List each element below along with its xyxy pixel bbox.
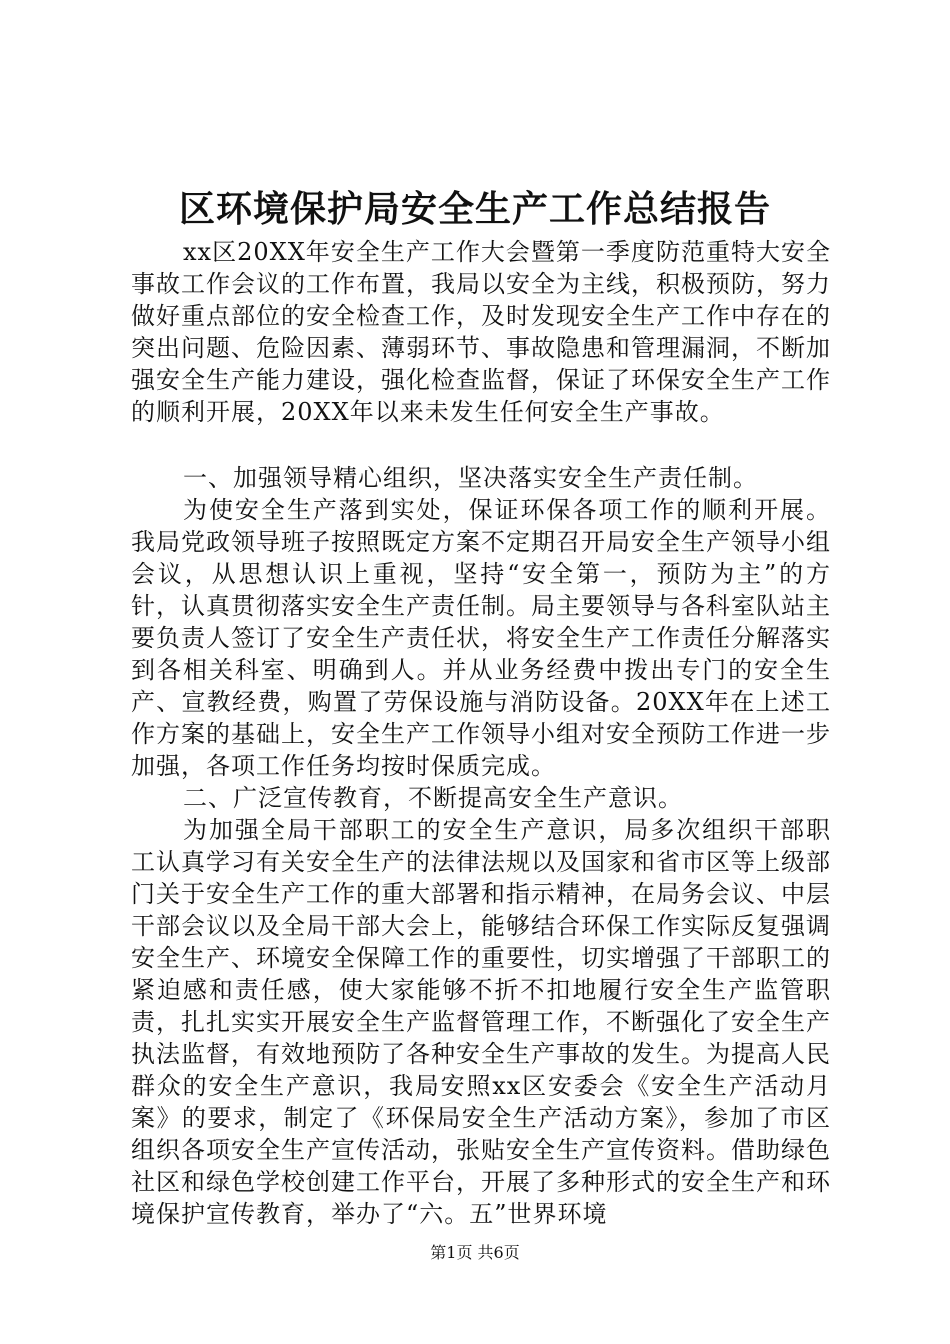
section-1-paragraph: 为使安全生产落到实处，保证环保各项工作的顺利开展。我局党政领导班子按照既定方案不定期召开局安全生产领导小组会议，从思想认识上重视，坚持“安全第一，预防为主”的方针，认真贯彻落实安全生产责任制。局主要领导与各科室队站主要负责人签订了安全生产责任状，将安全生产工作责任分解落实到各相关科室、明确到人。并从业务经费中拨出专门的安全生产、宣教经费，购置了劳保设施与消防设备。20XX年在上述工作方案的基础上，安全生产工作领导小组对安全预防工作进一步加强，各项工作任务均按时保质完成。 (131, 496, 831, 780)
page-footer: 第1页 共6页 (430, 1243, 520, 1262)
section-heading-2: 二、广泛宣传教育，不断提高安全生产意识。 (183, 784, 683, 812)
document-title: 区环境保护局安全生产工作总结报告 (178, 188, 771, 230)
section-2-paragraph: 为加强全局干部职工的安全生产意识，局多次组织干部职工认真学习有关安全生产的法律法规以及国家和省市区等上级部门关于安全生产工作的重大部署和指示精神，在局务会议、中层干部会议以及全局干部大会上，能够结合环保工作实际反复强调安全生产、环境安全保障工作的重要性，切实增强了干部职工的紧迫感和责任感，使大家能够不折不扣地履行安全生产监管职责，扎扎实实开展安全生产监督管理工作，不断强化了安全生产执法监督，有效地预防了各种安全生产事故的发生。为提高人民群众的安全生产意识，我局安照xx区安委会《安全生产活动月案》的要求，制定了《环保局安全生产活动方案》，参加了市区组织各项安全生产宣传活动，张贴安全生产宣传资料。借助绿色社区和绿色学校创建工作平台，开展了多种形式的安全生产和环境保护宣传教育，举办了“六。五”世界环境 (131, 816, 831, 1228)
document-body (131, 236, 831, 1230)
intro-paragraph: xx区20XX年安全生产工作大会暨第一季度防范重特大安全事故工作会议的工作布置，我局以安全为主线，积极预防，努力做好重点部位的安全检查工作，及时发现安全生产工作中存在的突出问题、危险因素、薄弱环节、事故隐患和管理漏洞，不断加强安全生产能力建设，强化检查监督，保证了环保安全生产工作的顺利开展，20XX年以来未发生任何安全生产事故。 (131, 238, 831, 426)
paragraph-spacer (131, 428, 831, 462)
section-heading-1: 一、加强领导精心组织，坚决落实安全生产责任制。 (183, 464, 758, 492)
